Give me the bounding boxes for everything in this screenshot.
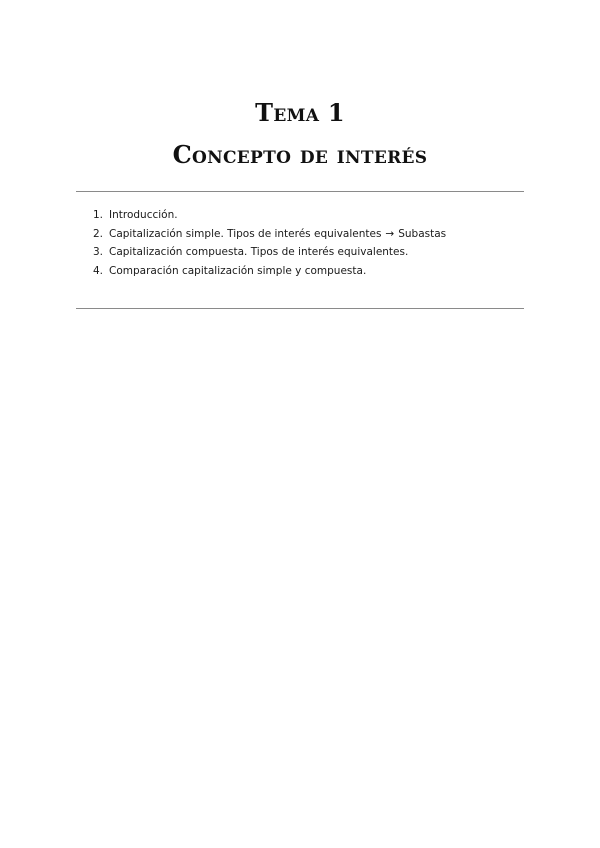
title-line-2: Concepto de interés — [172, 140, 428, 169]
toc-item-3 — [76, 243, 524, 262]
toc-item-text: Introducción. — [109, 209, 178, 221]
divider-bottom — [76, 308, 524, 309]
toc-item-text: Comparación capitalización simple y compuesta. — [109, 264, 367, 277]
toc-item-text: Capitalización simple. Tipos de interés equivalentes — [109, 227, 382, 240]
toc-item-number: 2. — [92, 227, 103, 240]
toc-item-2 — [76, 225, 524, 244]
right-arrow-icon: → — [385, 227, 395, 240]
toc-item-number: 1. — [92, 209, 103, 221]
title-line-1: Tema 1 — [255, 98, 345, 127]
divider-top — [76, 191, 524, 192]
toc-item-number: 3. — [92, 246, 103, 258]
page-title — [0, 92, 600, 176]
table-of-contents — [76, 206, 524, 280]
toc-item-4 — [76, 262, 524, 281]
toc-item-number: 4. — [92, 264, 103, 277]
toc-item-text: Capitalización compuesta. Tipos de interés equivalentes. — [109, 246, 409, 258]
toc-item-1 — [76, 206, 524, 225]
toc-item-suffix: Subastas — [398, 227, 447, 240]
